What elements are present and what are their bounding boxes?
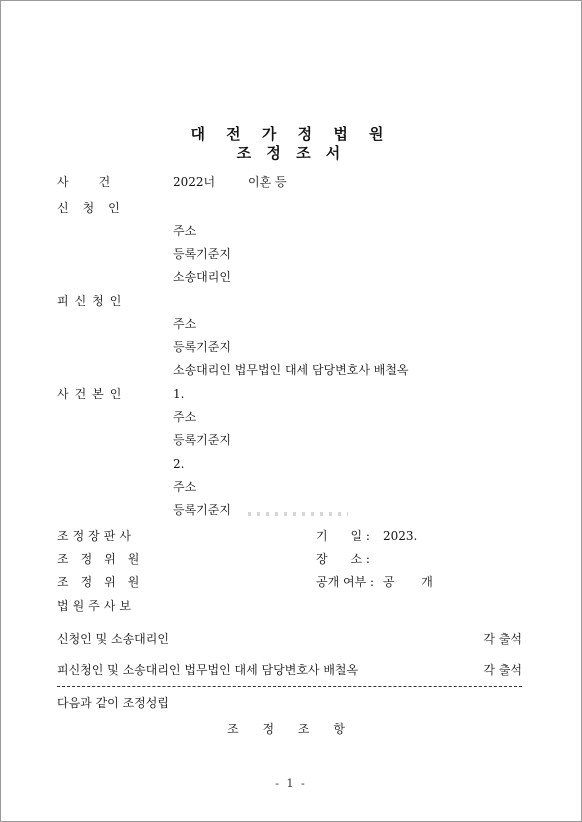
respondent-agent: 소송대리인 법무법인 대세 담당변호사 배철옥: [173, 363, 409, 377]
case-number: 2022너: [173, 175, 216, 189]
principal-label: 사건본인: [57, 387, 128, 401]
principal-1-address: 주소: [173, 410, 197, 424]
court-name: 대 전 가 정 법 원: [190, 125, 392, 143]
applicant-attendance-status: 각 출석: [483, 632, 522, 646]
conclusion-text: 다음과 같이 조정성립: [57, 696, 169, 710]
mediator-1-label: 조정위원: [57, 552, 152, 566]
redacted-text: [248, 512, 348, 516]
respondent-label: 피신청인: [57, 294, 128, 308]
principal-1-number: 1.: [173, 387, 185, 401]
clerk-label: 법원주사보: [57, 599, 135, 613]
dashed-divider: [57, 686, 522, 687]
applicant-agent: 소송대리인: [173, 270, 231, 284]
respondent-attendance: 피신청인 및 소송대리인 법무법인 대세 담당변호사 배철옥: [57, 663, 359, 677]
place-label: 장 소 :: [316, 552, 370, 566]
case-name: 이혼 등: [248, 175, 287, 189]
principal-1-registry: 등록기준지: [173, 433, 231, 447]
principal-2-address: 주소: [173, 480, 197, 494]
respondent-attendance-status: 각 출석: [483, 663, 522, 677]
principal-2-registry: 등록기준지: [173, 503, 231, 517]
judge-label: 조정장판사: [57, 529, 135, 543]
principal-2-number: 2.: [173, 457, 185, 471]
applicant-registry: 등록기준지: [173, 247, 231, 261]
page-number: - 1 -: [275, 777, 307, 790]
applicant-address: 주소: [173, 224, 197, 238]
applicant-label: 신청인: [57, 201, 134, 215]
mediator-2-label: 조정위원: [57, 575, 152, 589]
public-value: 공 개: [383, 575, 433, 589]
terms-title: 조 정 조 항: [227, 722, 355, 736]
respondent-registry: 등록기준지: [173, 340, 231, 354]
applicant-attendance: 신청인 및 소송대리인: [57, 632, 169, 646]
date-label: 기 일 :: [316, 529, 370, 543]
date-value: 2023.: [383, 529, 418, 543]
document-title: 조 정 조 서: [236, 144, 346, 162]
case-label: 사건: [57, 175, 141, 189]
respondent-address: 주소: [173, 317, 197, 331]
public-label: 공개 여부 :: [316, 575, 375, 589]
